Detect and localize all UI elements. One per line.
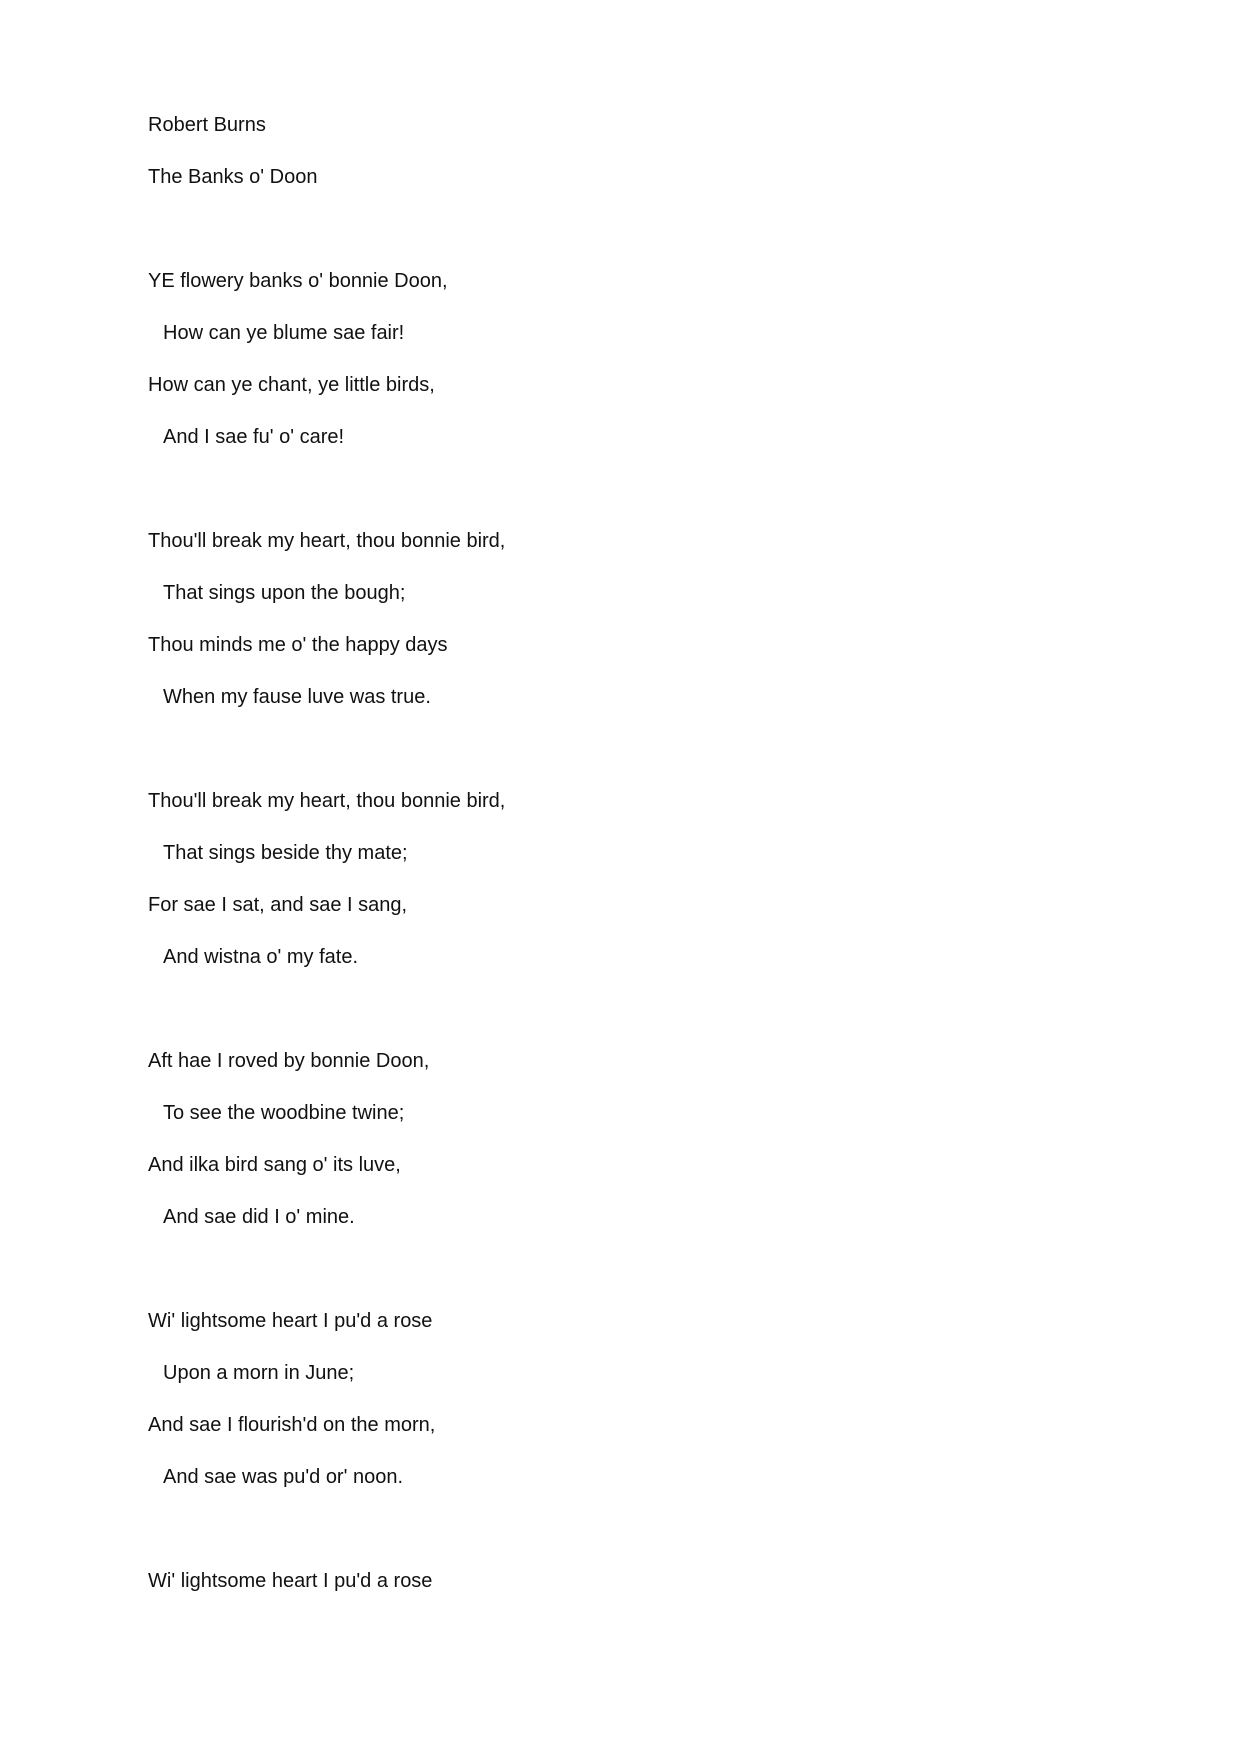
poem-line: And sae was pu'd or' noon. [163, 1466, 404, 1488]
poem-line: Wi' lightsome heart I pu'd a rose [148, 1310, 433, 1332]
poem-line: Upon a morn in June; [163, 1362, 355, 1384]
poem-line: That sings beside thy mate; [163, 842, 408, 864]
poem-line: When my fause luve was true. [163, 686, 431, 708]
poem-line: How can ye blume sae fair! [163, 322, 405, 344]
poem-line: How can ye chant, ye little birds, [148, 374, 435, 396]
poem-line: Aft hae I roved by bonnie Doon, [148, 1050, 430, 1072]
poem-line: And sae I flourish'd on the morn, [148, 1414, 436, 1436]
poem-line: Wi' lightsome heart I pu'd a rose [148, 1570, 433, 1592]
poem-line: And wistna o' my fate. [163, 946, 359, 968]
author-name: Robert Burns [148, 114, 266, 136]
poem-line: For sae I sat, and sae I sang, [148, 894, 408, 916]
poem-line: Thou'll break my heart, thou bonnie bird, [148, 790, 506, 812]
poem-title: The Banks o' Doon [148, 166, 318, 188]
poem-line: Thou'll break my heart, thou bonnie bird, [148, 530, 506, 552]
poem-line: To see the woodbine twine; [163, 1102, 405, 1124]
poem-line: Thou minds me o' the happy days [148, 634, 448, 656]
poem-line: YE flowery banks o' bonnie Doon, [148, 270, 448, 292]
poem-line: And I sae fu' o' care! [163, 426, 345, 448]
poem-line: And ilka bird sang o' its luve, [148, 1154, 401, 1176]
poem-line: That sings upon the bough; [163, 582, 406, 604]
poem-line: And sae did I o' mine. [163, 1206, 355, 1228]
